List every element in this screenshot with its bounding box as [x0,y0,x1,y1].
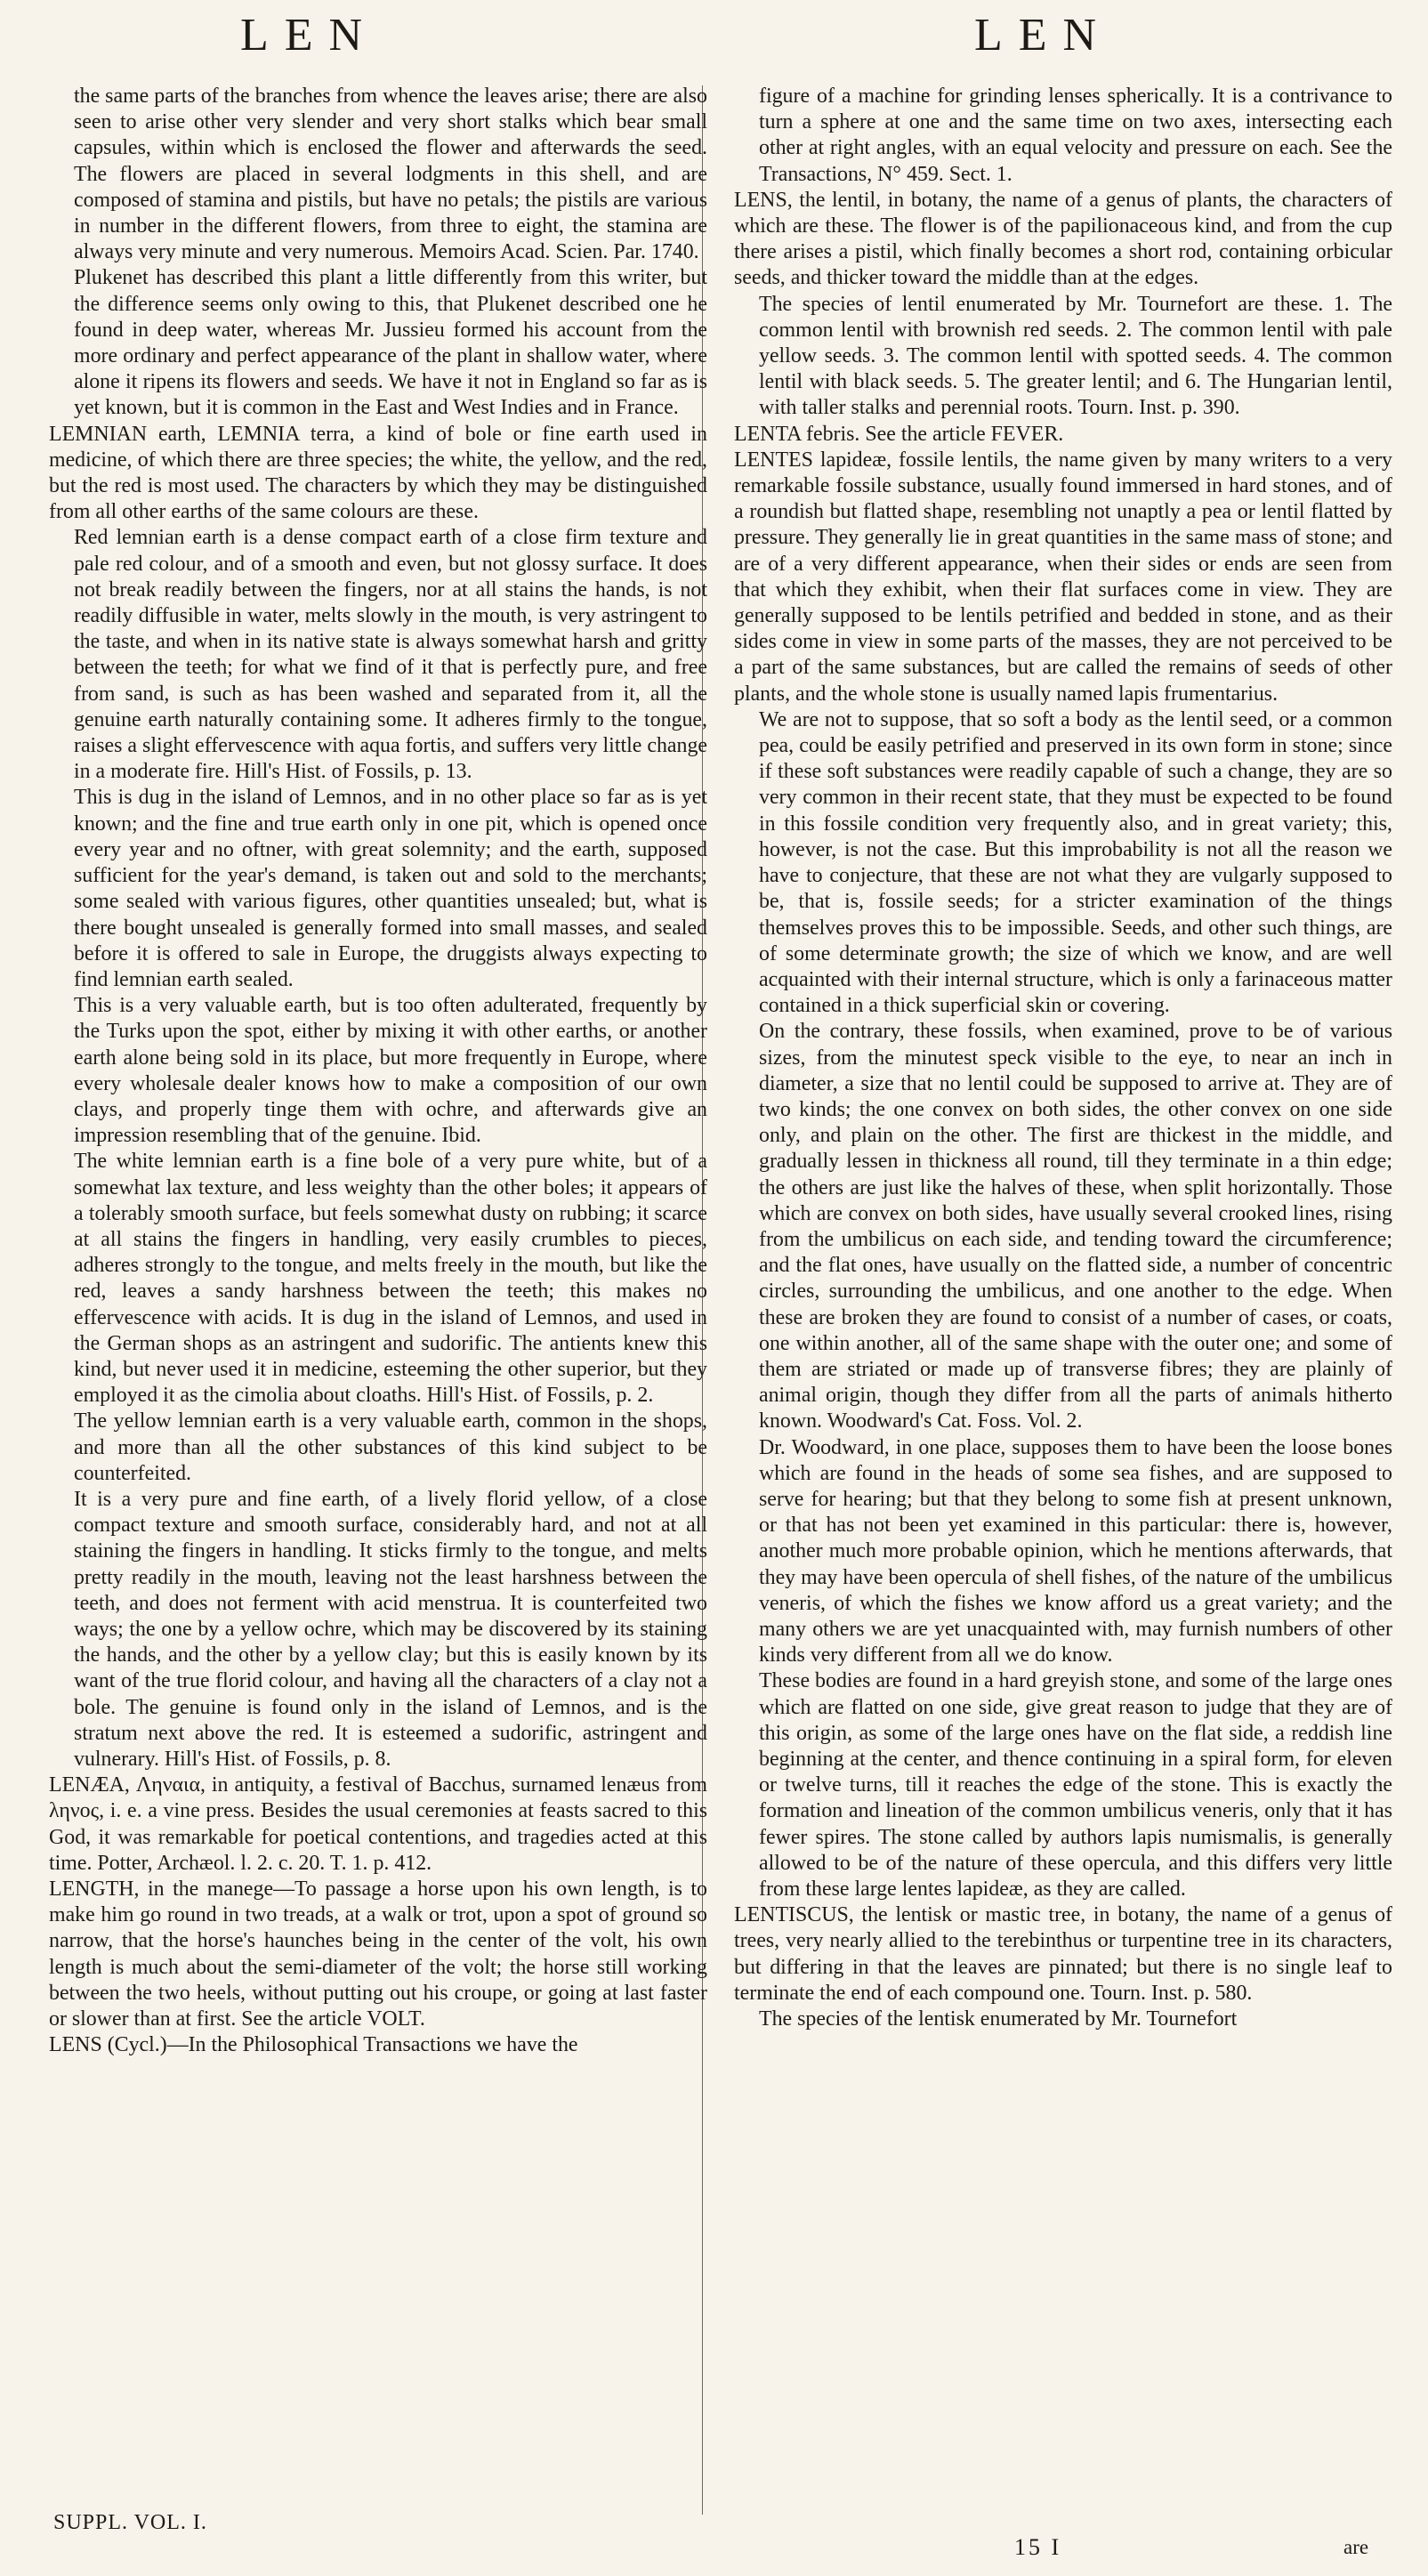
left-column [49,84,707,2058]
entry-lens-lentil: LENS, the lentil, in botany, the name of a genus of plants, the characters of which are these. The flower is of the papilionaceous kind, and from the cup there arises a pistil, which finally becomes a short rod, containing orbicular seeds, and thicker toward the middle than at the edges. [734,188,1392,290]
paragraph: These bodies are found in a hard greyish stone, and some of the large ones which are flatted on one side, give great reason to judge that they are of this origin, as some of the large ones have on the flat side, a reddish line beginning at the center, and thence continuing in a spiral form, for eleven or twelve turns, till it reaches the edge of the stone. This is exactly the formation and lineation of the common umbilicus veneris, only that it has fewer spires. The stone called by authors lapis numismalis, is generally allowed to be of the nature of these opercula, and this differs very little from these large lentes lapideæ, as they are called. [759,1669,1392,1902]
signature-mark: SUPPL. VOL. I. [53,2511,207,2534]
page-folio: 15 I [1014,2534,1062,2560]
right-column [734,84,1392,2032]
running-head-right: LEN [974,10,1113,61]
paragraph: The species of the lentisk enumerated by Mr. Tournefort [759,2007,1238,2031]
entry-lens-cycl: LENS (Cycl.)—In the Philosophical Transactions we have the [49,2033,578,2057]
entry-length: LENGTH, in the manege—To passage a horse upon his own length, is to make him go round in two treads, at a walk or trot, upon a spot of ground so narrow, that the horse's haunches being in the center of the volt, his own length is much about the semi-diameter of the volt; the horse still working between the two heels, without putting out his croupe, or going at last faster or slower than at first. See the article VOLT. [49,1877,707,2031]
entry-lenaea: LENÆA, Ληναια, in antiquity, a festival of Bacchus, surnamed lenæus from ληνος, i. e. a vine press. Besides the usual ceremonies at feasts sacred to this God, it was remarkable for poetical contentions, and tragedies acted at this time. Potter, Archæol. l. 2. c. 20. T. 1. p. 412. [49,1773,707,1875]
paragraph: On the contrary, these fossils, when examined, prove to be of various sizes, from the minutest speck visible to the eye, to near an inch in diameter, a size that no lentil could be supposed to arrive at. They are of two kinds; the one convex on both sides, the other convex on one side only, and plain on the other. The first are thickest in the middle, and gradually lessen in thickness all round, till they terminate in a thin edge; the others are just like the halves of these, when split horizontally. Those which are convex on both sides, have usually several crooked lines, rising from the umbilicus on each side, and tending toward the circumference; and the flat ones, have usually on the flatted side, a number of concentric circles, surrounding the umbilicus, and one another to the edge. When these are broken they are found to consist of a number of cases, or coats, one within another, all of the same shape with the outer one; and some of them are striated or made up of transverse fibres; they are plainly of animal origin, though they differ from all the parts of animals hitherto known. Woodward's Cat. Foss. Vol. 2. [759,1020,1392,1433]
paragraph: This is dug in the island of Lemnos, and in no other place so far as is yet known; and the fine and true earth only in one pit, which is opened once every year and no oftner, with great solemnity; and the earth, supposed sufficient for the year's demand, is taken out and sold to the merchants; some sealed with various figures, other quantities unsealed; but, what is there bought unsealed is generally formed into small masses, and sealed before it is offered to sale in Europe, the druggists always expecting to find lemnian earth sealed. [74,786,707,991]
entry-lenta-febris: LENTA febris. See the article FEVER. [734,422,1064,446]
paragraph: Dr. Woodward, in one place, supposes them to have been the loose bones which are found in the heads of some sea fishes, and are supposed to serve for hearing; but that they belong to some fish at present unknown, or that has not been yet examined in this particular: there is, however, another much more probable opinion, which he mentions afterwards, that they may have been opercula of shell fishes, of the nature of the umbilicus veneris, of which the fishes we know afford us a great variety; and the many others we are yet unacquainted with, may furnish numbers of other kinds very different from all we do know. [759,1435,1392,1668]
entry-lemnian-earth: LEMNIAN earth, LEMNIA terra, a kind of bole or fine earth used in medicine, of which there are three species; the white, the yellow, and the red, but the red is most used. The characters by which they may be distinguished from all other earths of the same colours are these. [49,422,707,524]
paragraph: figure of a machine for grinding lenses spherically. It is a contrivance to turn a sphere at one and the same time on two axes, intersecting each other at right angles, with an equal velocity and pressure on each. See the Transactions, N° 459. Sect. 1. [759,85,1392,186]
paragraph: The species of lentil enumerated by Mr. Tournefort are these. 1. The common lentil with brownish red seeds. 2. The common lentil with pale yellow seeds. 3. The common lentil with spotted seeds. 4. The common lentil with black seeds. 5. The greater lentil; and 6. The Hungarian lentil, with taller stalks and perennial roots. Tourn. Inst. p. 390. [759,292,1392,420]
running-head-left: LEN [240,10,379,61]
paragraph: This is a very valuable earth, but is too often adulterated, frequently by the Turks upon the spot, either by mixing it with other earths, or another earth alone being sold in its place, but more frequently in Europe, where every wholesale dealer knows how to make a composition of our own clays, and properly tinge them with ochre, and afterwards give an impression resembling that of the genuine. Ibid. [74,994,707,1148]
paragraph: the same parts of the branches from whence the leaves arise; there are also seen to arise other very slender and very short stalks which bear small capsules, within which is enclosed the flower and afterwards the seed. The flowers are placed in several lodgments in this shell, and are composed of stamina and pistils, but have no petals; the pistils are various in number in the different flowers, from three to eight, the stamina are always very minute and very numerous. Memoirs Acad. Scien. Par. 1740. [74,85,707,264]
paragraph: We are not to suppose, that so soft a body as the lentil seed, or a common pea, could be easily petrified and preserved in its own form in stone; since if these soft substances were readily capable of such a change, they are so very common in their recent state, that they must be expected to be found in this fossile condition very frequently also, and in great variety; this, however, is not the case. But this improbability is not all the reason we have to conjecture, that these are not what they are vulgarly supposed to be, that is, fossile seeds; for a stricter examination of the things themselves proves this to be impossible. Seeds, and other such things, are of some determinate growth; the size of which we know, and are well acquainted with their internal structure, which is only a farinaceous matter contained in a thick superficial skin or covering. [759,707,1392,1018]
paragraph: Plukenet has described this plant a little differently from this writer, but the difference seems only owing to this, that Plukenet described one he found in deep water, whereas Mr. Jussieu formed his account from the more ordinary and perfect appearance of the plant in shallow water, where alone it ripens its flowers and seeds. We have it not in England so far as is yet known, but it is common in the East and West Indies and in France. [74,266,707,420]
paragraph: It is a very pure and fine earth, of a lively florid yellow, of a close compact texture and smooth surface, considerably hard, and not at all staining the fingers in handling. It sticks firmly to the tongue, and melts pretty readily in the mouth, leaving not the least harshness between the teeth, and does not ferment with acid menstrua. It is counterfeited two ways; the one by a yellow ochre, which may be discovered by its staining the hands, and the other by a yellow clay; but this is easily known by its want of the true florid colour, and having all the characters of a clay not a bole. The genuine is found only in the island of Lemnos, and is the stratum next above the red. It is esteemed a sudorific, astringent and vulnerary. Hill's Hist. of Fossils, p. 8. [74,1487,707,1771]
catchword: are [1343,2536,1369,2558]
entry-lentes-lapideae: LENTES lapideæ, fossile lentils, the name given by many writers to a very remarkable fossile substance, usually found immersed in hard stones, and of a roundish but flatted shape, resembling not unaptly a pea or lentil flatted by pressure. They generally lie in great quantities in the same mass of stone; and are of a very different appearance, when their sides or ends are seen from that which they exhibit, when their flat surfaces come in view. They are generally supposed to be lentils petrified and bedded in stone, and as their sides come in view in some parts of the masses, they are not perceived to be a part of the same substances, but are called the remains of seeds of other plants, and the whole stone is usually named lapis frumentarius. [734,448,1392,706]
entry-lentiscus: LENTISCUS, the lentisk or mastic tree, in botany, the name of a genus of trees, very nearly allied to the terebinthus or turpentine tree in its characters, but differing in that the leaves are pinnated; but there is no single leaf to terminate the end of each compound one. Tourn. Inst. p. 580. [734,1903,1392,2005]
paragraph: The white lemnian earth is a fine bole of a very pure white, but of a somewhat lax texture, and less weighty than the other boles; it appears of a tolerably smooth surface, but feels somewhat dusty on rubbing; it scarce at all stains the fingers in handling, very easily crumbles to pieces, adheres strongly to the tongue, and melts freely in the mouth, but like the red, leaves a sandy harshness between the teeth; this makes no effervescence with acids. It is dug in the island of Lemnos, and used in the German shops as an astringent and sudorific. The antients knew this kind, but never used it in medicine, esteeming the other superior, but they employed it as the cimolia about cloaths. Hill's Hist. of Fossils, p. 2. [74,1150,707,1408]
paragraph: The yellow lemnian earth is a very valuable earth, common in the shops, and more than all the other substances of this kind subject to be counterfeited. [74,1409,707,1485]
paragraph: Red lemnian earth is a dense compact earth of a close firm texture and pale red colour, and of a smooth and even, but not glossy surface. It does not break readily between the fingers, nor at all stains the hands, is not readily diffusible in water, melts slowly in the mouth, is very astringent to the taste, and when in its native state is always somewhat harsh and gritty between the teeth; for what we find of it that is perfectly pure, and free from sand, is such as has been washed and separated from it, all the genuine earth naturally containing some. It adheres firmly to the tongue, raises a slight effervescence with aqua fortis, and suffers very little change in a moderate fire. Hill's Hist. of Fossils, p. 13. [74,526,707,784]
